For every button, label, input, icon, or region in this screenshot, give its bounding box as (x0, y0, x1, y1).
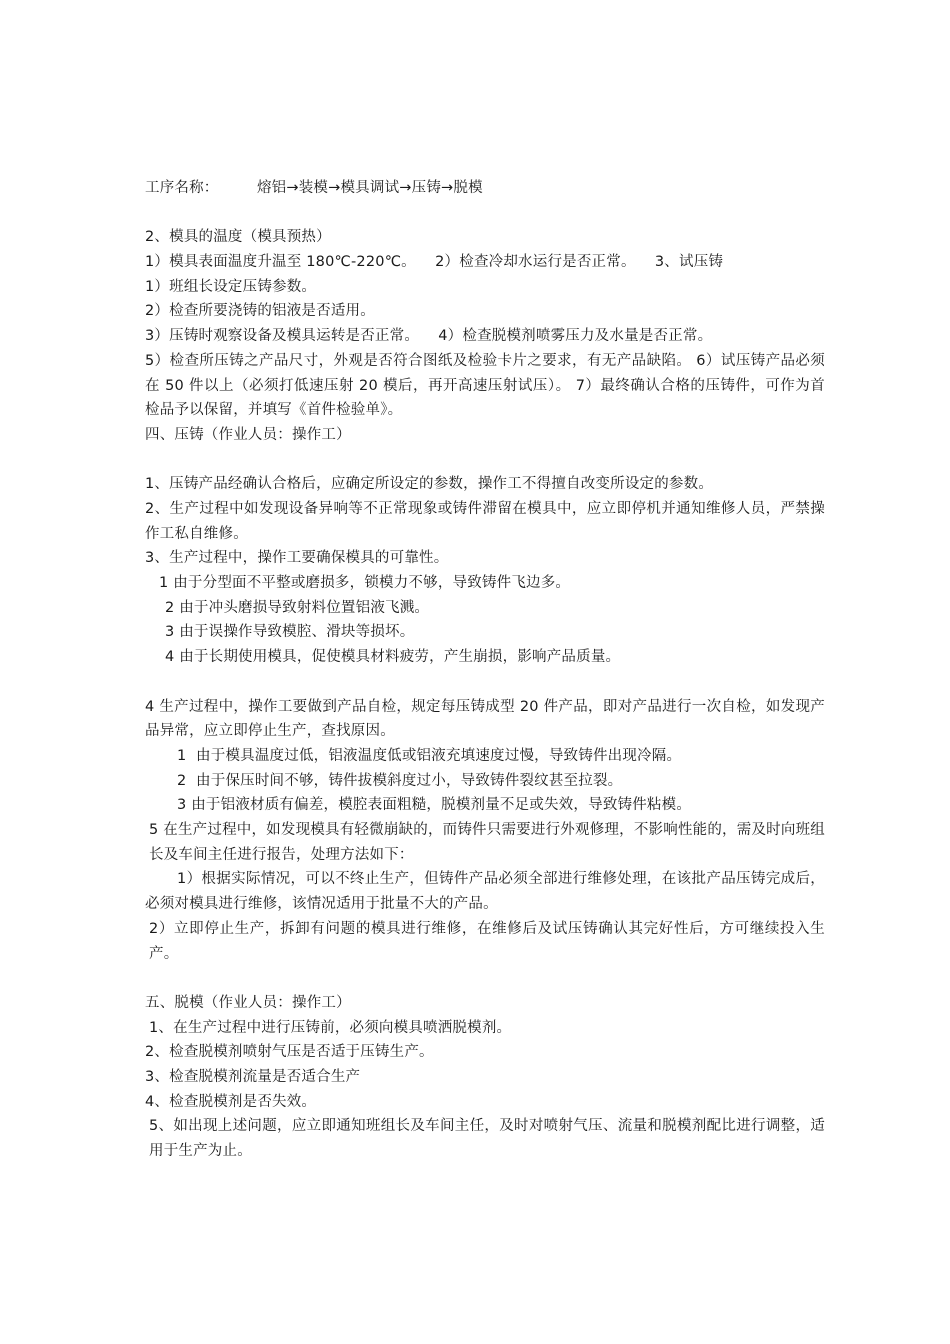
casting-subitem-paragraph: 2）立即停止生产，拆卸有问题的模具进行维修，在维修后及试压铸确认其完好性后，方可继续投入生产。 (149, 920, 825, 962)
spacer (145, 201, 825, 226)
demolding-item: 1、在生产过程中进行压铸前，必须向模具喷洒脱模剂。 (149, 1019, 512, 1036)
casting-item: 3、生产过程中，操作工要确保模具的可靠性。 (145, 550, 449, 567)
demolding-item: 3、检查脱模剂流量是否适合生产 (145, 1068, 361, 1085)
section-mold-temperature-title: 2、模具的温度（模具预热） (145, 229, 331, 246)
document-body (145, 176, 825, 1164)
demolding-item: 5、如出现上述问题，应立即通知班组长及车间主任，及时对喷射气压、流量和脱模剂配比进行调整，适用于生产为止。 (149, 1118, 825, 1160)
process-name-line: 工序名称： 熔铝→装模→模具调试→压铸→脱模 (145, 180, 483, 196)
trial-casting-paragraph: 5）检查所压铸之产品尺寸，外观是否符合图纸及检验卡片之要求，有无产品缺陷。 6）试压铸产品必须在 50 件以上（必须打低速压射 20 模后，再开高速压射试压）。 7）最终确认合格的压铸件，可作为首检品予以保留，并填写《首件检验单》。 (145, 352, 825, 419)
spacer (145, 448, 825, 473)
casting-subitem-paragraph: 1）根据实际情况，可以不终止生产，但铸件产品必须全部进行维修处理，在该批产品压铸完成后，必须对模具进行维修，该情况适用于批量不大的产品。 (145, 871, 825, 913)
casting-subitem: 3 由于误操作导致模腔、滑块等损坏。 (165, 624, 415, 641)
demolding-item: 4、检查脱模剂是否失效。 (145, 1093, 317, 1110)
casting-item: 5 在生产过程中，如发现模具有轻微崩缺的，而铸件只需要进行外观修理，不影响性能的，需及时向班组长及车间主任进行报告，处理方法如下： (149, 821, 825, 863)
casting-subitem: 1 由于分型面不平整或磨损多，锁模力不够，导致铸件飞边多。 (159, 575, 571, 592)
casting-item: 2、生产过程中如发现设备异响等不正常现象或铸件滞留在模具中，应立即停机并通知维修人员，严禁操作工私自维修。 (145, 500, 825, 542)
mold-temperature-item: 1）模具表面温度升温至 180℃-220℃。 2）检查冷却水运行是否正常。 3、试压铸 (145, 254, 724, 271)
casting-subitem: 2 由于冲头磨损导致射料位置铝液飞溅。 (165, 599, 430, 616)
trial-casting-item: 3）压铸时观察设备及模具运转是否正常。 4）检查脱模剂喷雾压力及水量是否正常。 (145, 328, 713, 345)
casting-subitem: 1 由于模具温度过低，铝液温度低或铝液充填速度过慢，导致铸件出现冷隔。 (177, 747, 682, 764)
spacer (145, 966, 825, 991)
casting-subitem: 2 由于保压时间不够，铸件拔模斜度过小，导致铸件裂纹甚至拉裂。 (177, 772, 623, 789)
casting-item: 1、压铸产品经确认合格后，应确定所设定的参数，操作工不得擅自改变所设定的参数。 (145, 476, 714, 493)
casting-subitem: 4 由于长期使用模具，促使模具材料疲劳，产生崩损，影响产品质量。 (165, 649, 621, 666)
section-casting-title: 四、压铸（作业人员：操作工） (145, 426, 351, 443)
casting-subitem: 3 由于铝液材质有偏差，模腔表面粗糙，脱模剂量不足或失效，导致铸件粘模。 (177, 797, 692, 814)
trial-casting-item: 1）班组长设定压铸参数。 (145, 278, 317, 295)
section-demolding-title: 五、脱模（作业人员：操作工） (145, 994, 351, 1011)
demolding-item: 2、检查脱模剂喷射气压是否适于压铸生产。 (145, 1044, 434, 1061)
spacer (145, 670, 825, 695)
casting-item: 4 生产过程中，操作工要做到产品自检，规定每压铸成型 20 件产品，即对产品进行一次自检，如发现产品异常，应立即停止生产，查找原因。 (145, 698, 825, 740)
trial-casting-item: 2）检查所要浇铸的铝液是否适用。 (145, 303, 375, 320)
